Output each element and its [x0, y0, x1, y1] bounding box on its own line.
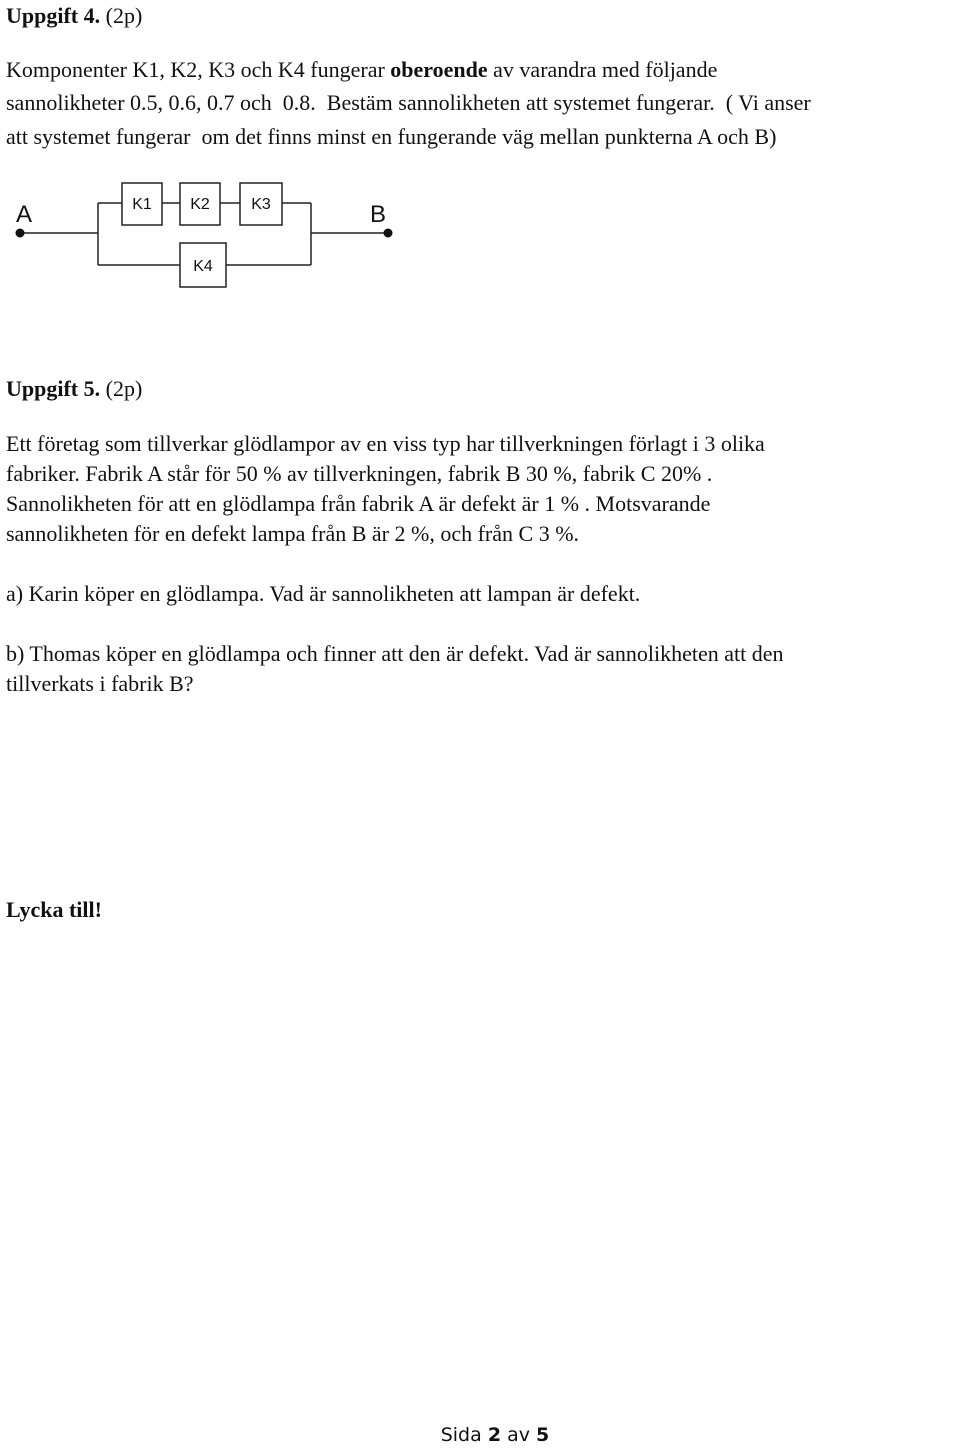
task5-title: Uppgift 5. [6, 376, 101, 401]
circuit-diagram [0, 170, 430, 300]
task5-question-b-line2: tillverkats i fabrik B? [6, 671, 194, 696]
footer-page-total: 5 [536, 1424, 550, 1446]
terminal-a-label: A [16, 201, 33, 228]
task5-line2: fabriker. Fabrik A står för 50 % av tillverkningen, fabrik B 30 %, fabrik C 20% . [6, 461, 713, 486]
k2-label: K2 [190, 196, 210, 213]
task4-line2: sannolikheter 0.5, 0.6, 0.7 och 0.8. Bestäm sannolikheten att systemet fungerar. ( Vi anser [6, 90, 811, 115]
k4-label: K4 [193, 258, 213, 275]
task4-line1-text: Komponenter K1, K2, K3 och K4 fungerar [6, 57, 391, 82]
task4-line1-tail: av varandra med följande [487, 57, 718, 82]
task4-keyword: oberoende [390, 57, 488, 82]
terminal-a-dot [16, 229, 25, 238]
task5-line4: sannolikheten för en defekt lampa från B är 2 %, och från C 3 %. [6, 521, 580, 546]
task4-line1 [6, 55, 717, 85]
footer-mid: av [507, 1424, 530, 1446]
page-footer [0, 1424, 960, 1446]
task4-points: (2p) [105, 3, 143, 28]
footer-page-number: 2 [487, 1424, 502, 1446]
task5-points: (2p) [105, 376, 143, 401]
task5-question-b-line1: b) Thomas köper en glödlampa och finner att den är defekt. Vad är sannolikheten att den [6, 641, 784, 666]
task5-question-a: a) Karin köper en glödlampa. Vad är sannolikheten att lampan är defekt. [6, 581, 641, 606]
closing-text: Lycka till! [6, 897, 102, 922]
task5-line3: Sannolikheten för att en glödlampa från fabrik A är defekt är 1 % . Motsvarande [6, 491, 711, 516]
terminal-b-dot [384, 229, 393, 238]
task5-line1: Ett företag som tillverkar glödlampor av en viss typ har tillverkningen förlagt i 3 olika [6, 431, 765, 456]
task4-heading [6, 3, 142, 29]
terminal-b-label: B [370, 201, 387, 228]
task4-line3: att systemet fungerar om det finns minst en fungerande väg mellan punkterna A och B) [6, 124, 777, 149]
footer-prefix: Sida [440, 1424, 482, 1446]
k3-label: K3 [251, 196, 271, 213]
k1-label: K1 [132, 196, 152, 213]
task5-heading [6, 376, 142, 402]
task4-title: Uppgift 4. [6, 3, 101, 28]
